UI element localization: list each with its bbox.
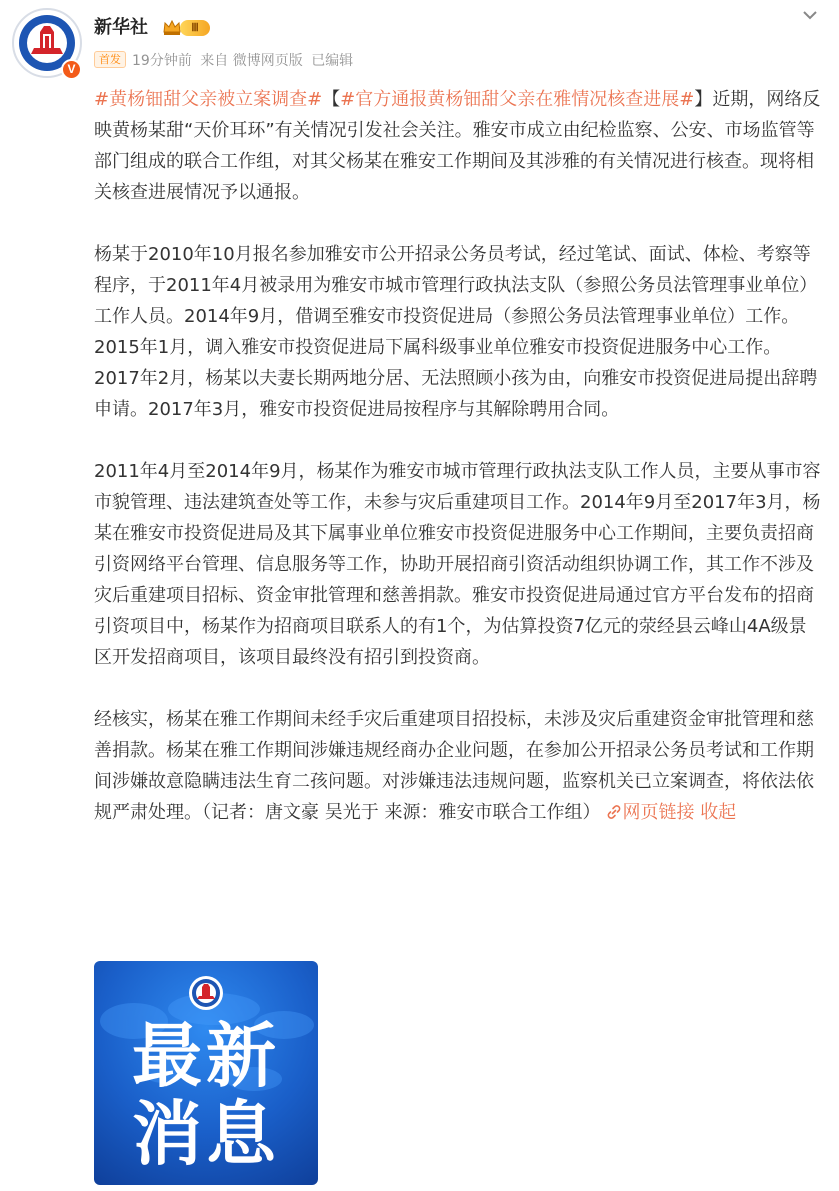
- first-publish-badge: 首发: [94, 51, 126, 68]
- topic-tag-2[interactable]: #官方通报黄杨钿甜父亲在雅情况核查进展#: [340, 89, 695, 110]
- post-meta: [94, 51, 353, 71]
- edited-label[interactable]: 已编辑: [311, 53, 354, 69]
- web-link[interactable]: 网页链接: [622, 802, 695, 823]
- post-time[interactable]: 19分钟前: [132, 53, 192, 69]
- image-headline-line1: 最新: [132, 1015, 280, 1097]
- post-text: [94, 84, 822, 828]
- paragraph-1: [94, 84, 822, 208]
- link-icon: [606, 804, 622, 820]
- bracket-open: 【: [322, 89, 341, 110]
- topic-tag-1[interactable]: #黄杨钿甜父亲被立案调查#: [94, 89, 323, 110]
- paragraph-4: [94, 704, 822, 828]
- chevron-down-icon[interactable]: [801, 6, 819, 24]
- post-source: 来自 微博网页版: [200, 53, 303, 69]
- paragraph-4-text: 经核实，杨某在雅工作期间未经手灾后重建项目招投标，未涉及灾后重建资金审批管理和慈善捐款。杨某在雅工作期间涉嫌违规经商办企业问题，在参加公开招录公务员考试和工作期间涉嫌故意隐瞒违法生育二孩问题。对涉嫌违法违规问题，监察机关已立案调查，将依法依规严肃处理。（记者：唐文豪 吴光于 来源：雅安市联合工作组）: [94, 709, 814, 823]
- paragraph-1-text: 】近期，网络反映黄杨某甜“天价耳环”有关情况引发社会关注。雅安市成立由纪检监察、公安、市场监管等部门组成的联合工作组，对其父杨某在雅安工作期间及其涉雅的有关情况进行核查。现将相关核查进展情况予以通报。: [94, 89, 821, 203]
- xinhua-small-logo-icon: [188, 975, 224, 1011]
- paragraph-2: 杨某于2010年10月报名参加雅安市公开招录公务员考试，经过笔试、面试、体检、考察等程序，于2011年4月被录用为雅安市城市管理行政执法支队（参照公务员法管理事业单位）工作人员。2014年9月，借调至雅安市投资促进局（参照公务员法管理事业单位）工作。2015年1月，调入雅安市投资促进局下属科级事业单位雅安市投资促进服务中心工作。2017年2月，杨某以夫妻长期两地分居、无法照顾小孩为由，向雅安市投资促进局提出辞聘申请。2017年3月，雅安市投资促进局按程序与其解除聘用合同。: [94, 244, 818, 420]
- author-name[interactable]: 新华社: [94, 17, 148, 38]
- post-image[interactable]: [94, 961, 318, 1185]
- image-headline-line2: 消息: [132, 1093, 280, 1175]
- crown-icon: [162, 18, 182, 36]
- level-badge: Ⅲ: [180, 20, 210, 36]
- collapse-link[interactable]: 收起: [700, 802, 737, 823]
- verified-badge: V: [61, 59, 82, 80]
- paragraph-3: 2011年4月至2014年9月，杨某作为雅安市城市管理行政执法支队工作人员，主要从事市容市貌管理、违法建筑查处等工作，未参与灾后重建项目工作。2014年9月至2017年3月，杨某在雅安市投资促进局及其下属事业单位雅安市投资促进服务中心工作期间，主要负责招商引资网络平台管理、信息服务等工作，协助开展招商引资活动组织协调工作，其工作不涉及灾后重建项目招标、资金审批管理和慈善捐款。雅安市投资促进局通过官方平台发布的招商引资项目中，杨某作为招商项目联系人的有1个，为估算投资7亿元的荥经县云峰山4A级景区开发招商项目，该项目最终没有招引到投资商。: [94, 461, 821, 668]
